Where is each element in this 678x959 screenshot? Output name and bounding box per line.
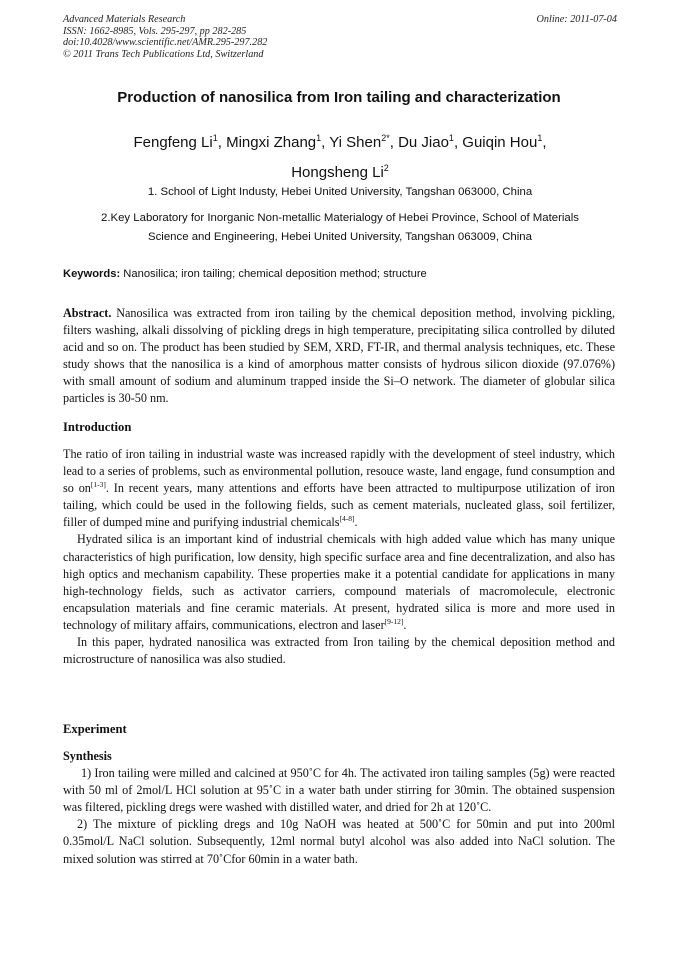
author-affiliation-mark: 1 [212,133,218,143]
online-date: Online: 2011-07-04 [536,14,617,25]
citation-ref: [4-8] [339,514,355,524]
intro-p2-text-a: Hydrated silica is an important kind of industrial chemicals with high added value which has many unique characteristics of high purification, low density, high specific surface area and fine decentralization, and also has high optics and mechanism capability. These properties make it a potential candidate for applications in many high-technology fields, such as activator carriers, compound materials of macromolecule, electronic encapsulation materials and fine ceramic materials. At present, hydrated silica is more and more used in technology of military affairs, communications, electron and laser [63,532,615,632]
author-separator: , [542,134,547,151]
author-separator: , [217,134,227,151]
affiliation-2-line-2: Science and Engineering, Hebei United University, Tangshan 063009, China [148,231,532,243]
author-name: Yi Shen [329,134,382,151]
author-name: Mingxi Zhang [226,134,317,151]
introduction-heading: Introduction [63,420,132,434]
author-separator: , [321,134,330,151]
experiment-heading: Experiment [63,722,127,736]
author-affiliation-mark: 1 [537,133,543,143]
paper-title: Production of nanosilica from Iron tailing and characterization [117,89,561,106]
intro-paragraph-1 [63,446,615,531]
intro-p1-text-c: . [354,515,358,530]
abstract-label: Abstract. [63,306,112,320]
affiliation-2 [63,209,617,247]
keywords-text: Nanosilica; iron tailing; chemical deposition method; structure [120,268,427,280]
abstract-text: Nanosilica was extracted from iron tailing by the chemical deposition method, involving pickling, filters washing, alkali dissolving of pickling dregs in high temperature, precipitating silica controlled by diluted acid and so on. The product has been studied by SEM, XRD, FT-IR, and thermal analysis techniques, etc. These study shows that the nanosilica is a kind of amorphous matter consists of hydrous silicon dioxide (97.076%) with small amount of sodium and aluminum trapped inside the Si–O network. The diameter of globular silica particles is 30-50 nm. [63,306,615,406]
intro-p1-text-b: . In recent years, many attentions and efforts have been attracted to multipurpose utilization of iron tailing, which could be used in the following fields, such as cement materials, nucleated glass, soil fertilizer, filler of dumped mine and purifying industrial chemicals [63,481,615,530]
journal-copyright: © 2011 Trans Tech Publications Ltd, Switzerland [63,48,264,60]
intro-p2-text-b: . [403,617,407,632]
author-list [63,128,617,188]
synthesis-step-1: 1) Iron tailing were milled and calcined at 950˚C for 4h. The activated iron tailing samples (5g) were reacted with 50 ml of 2mol/L HCl solution at 95˚C in a water bath under stirring for 30min. The obtained suspension was filtered, pickling dregs were washed with distilled water, and dried for 2h at 120˚C. [63,766,615,815]
introduction-body [63,446,615,668]
author-separator: , [453,134,463,151]
affiliation-2-line-1: 2.Key Laboratory for Inorganic Non-metallic Materialogy of Hebei Province, School of Materials [100,212,579,224]
intro-p1-text-a: The ratio of iron tailing in industrial waste was increased rapidly with the development of steel industry, which lead to a series of problems, such as environmental pollution, resouce waste, land engage, fund consumption and so on [63,447,615,496]
author-affiliation-mark: 1 [316,133,322,143]
author-name: Du Jiao [398,134,449,151]
abstract [63,305,615,408]
author-name: Fengfeng Li [133,134,213,151]
journal-name: Advanced Materials Research [63,14,186,25]
citation-ref: [9-12] [384,616,404,626]
synthesis-subheading: Synthesis [63,749,112,763]
author-affiliation-mark: 1 [448,133,454,143]
keywords [63,265,617,283]
keywords-label: Keywords: [63,268,121,280]
author-affiliation-mark: 2 [383,163,389,173]
journal-doi: doi:10.4028/www.scientific.net/AMR.295-297.282 [63,37,268,49]
author-separator: , [389,134,399,151]
author-affiliation-mark: 2* [381,133,390,143]
journal-header [63,14,617,60]
author-name: Hongsheng Li [291,164,384,181]
intro-paragraph-2 [63,531,615,634]
intro-paragraph-3: In this paper, hydrated nanosilica was extracted from Iron tailing by the chemical deposition method and microstructure of nanosilica was also studied. [63,635,615,667]
affiliation-1: 1. School of Light Industy, Hebei United University, Tangshan 063000, China [147,186,533,198]
experiment-body [63,748,615,868]
synthesis-step-2: 2) The mixture of pickling dregs and 10g NaOH was heated at 500˚C for 50min and put into 200ml 0.35mol/L NaCl solution. Subsequently, 12ml normal butyl alcohol was also added into NaCl solution. The mixed solution was stirred at 70˚Cfor 60min in a water bath. [63,817,615,866]
citation-ref: [1-3] [90,480,106,490]
journal-issn: ISSN: 1662-8985, Vols. 295-297, pp 282-285 [63,25,247,37]
author-name: Guiqin Hou [462,134,538,151]
